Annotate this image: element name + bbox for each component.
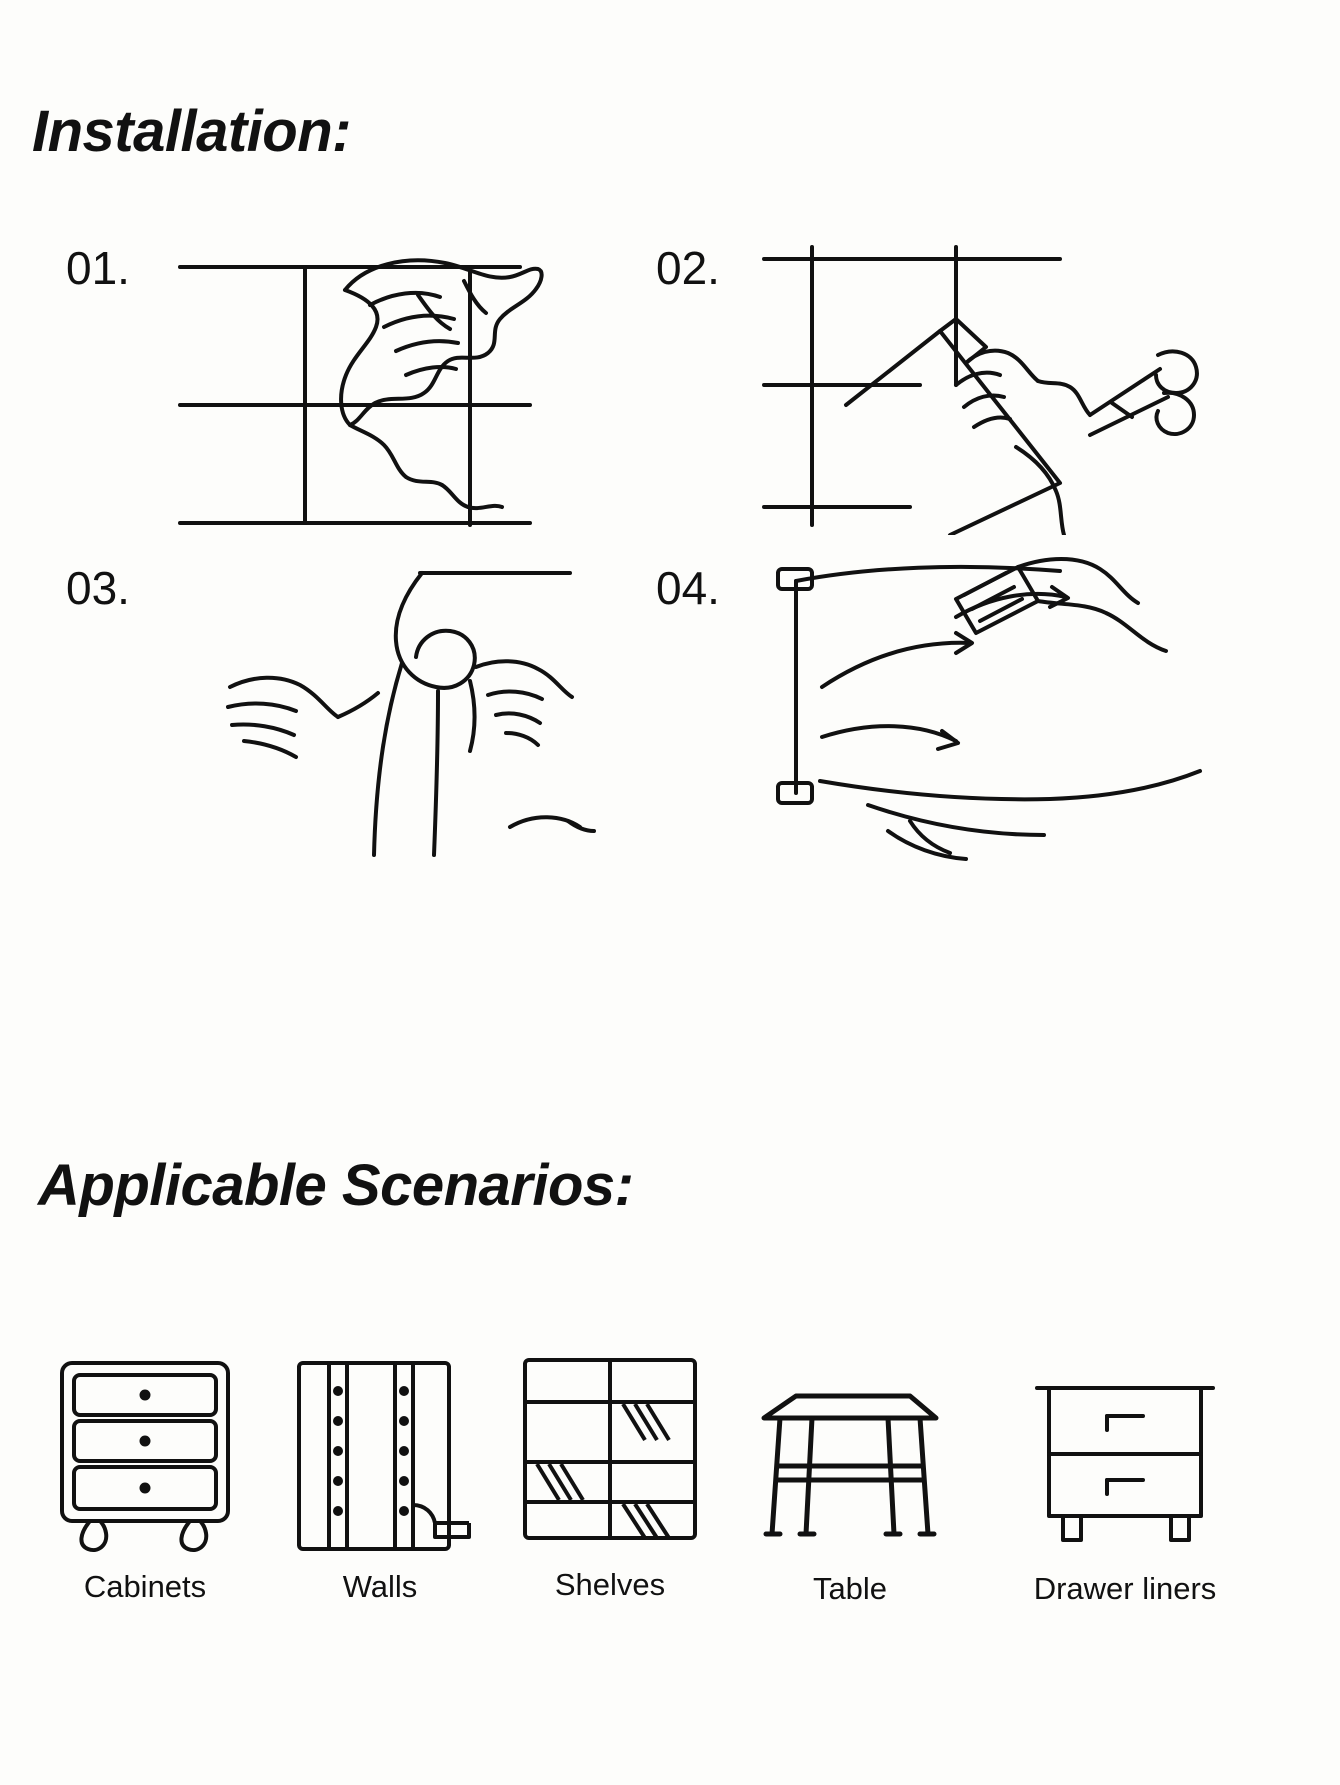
installation-step-3 bbox=[60, 555, 650, 865]
installation-heading: Installation: bbox=[32, 99, 351, 164]
scenario-item-walls bbox=[270, 1355, 490, 1605]
scenario-label-walls: Walls bbox=[342, 1569, 418, 1604]
wipe-surface-with-cloth-icon bbox=[170, 235, 640, 535]
scenarios-row bbox=[30, 1355, 1320, 1655]
drawer-unit-icon bbox=[965, 1351, 1285, 1551]
scenario-item-table bbox=[735, 1351, 965, 1607]
step-number-4: 04. bbox=[656, 562, 720, 614]
installation-step-4 bbox=[650, 555, 1240, 865]
peel-backing-paper-icon bbox=[170, 555, 640, 855]
wall-panel-icon bbox=[270, 1355, 490, 1555]
scenario-label-shelves: Shelves bbox=[554, 1567, 666, 1602]
smooth-film-with-squeegee-icon bbox=[760, 555, 1230, 855]
installation-step-1 bbox=[60, 235, 650, 545]
step-number-1: 01. bbox=[66, 242, 130, 294]
scenario-label-cabinets: Cabinets bbox=[83, 1569, 207, 1604]
installation-step-2 bbox=[650, 235, 1240, 545]
scenario-label-table: Table bbox=[812, 1571, 888, 1606]
scenario-item-drawer-liners bbox=[965, 1351, 1285, 1607]
shelf-icon bbox=[500, 1347, 720, 1547]
table-icon bbox=[735, 1351, 965, 1551]
scenario-item-cabinets bbox=[30, 1355, 260, 1605]
cabinet-icon bbox=[30, 1355, 260, 1555]
installation-steps bbox=[60, 235, 1280, 875]
measure-and-cut-with-scissors-icon bbox=[760, 235, 1230, 535]
scenario-label-drawer-liners: Drawer liners bbox=[1033, 1571, 1217, 1606]
step-number-3: 03. bbox=[66, 562, 130, 614]
scenarios-heading: Applicable Scenarios: bbox=[38, 1153, 634, 1218]
step-number-2: 02. bbox=[656, 242, 720, 294]
scenario-item-shelves bbox=[500, 1347, 720, 1603]
